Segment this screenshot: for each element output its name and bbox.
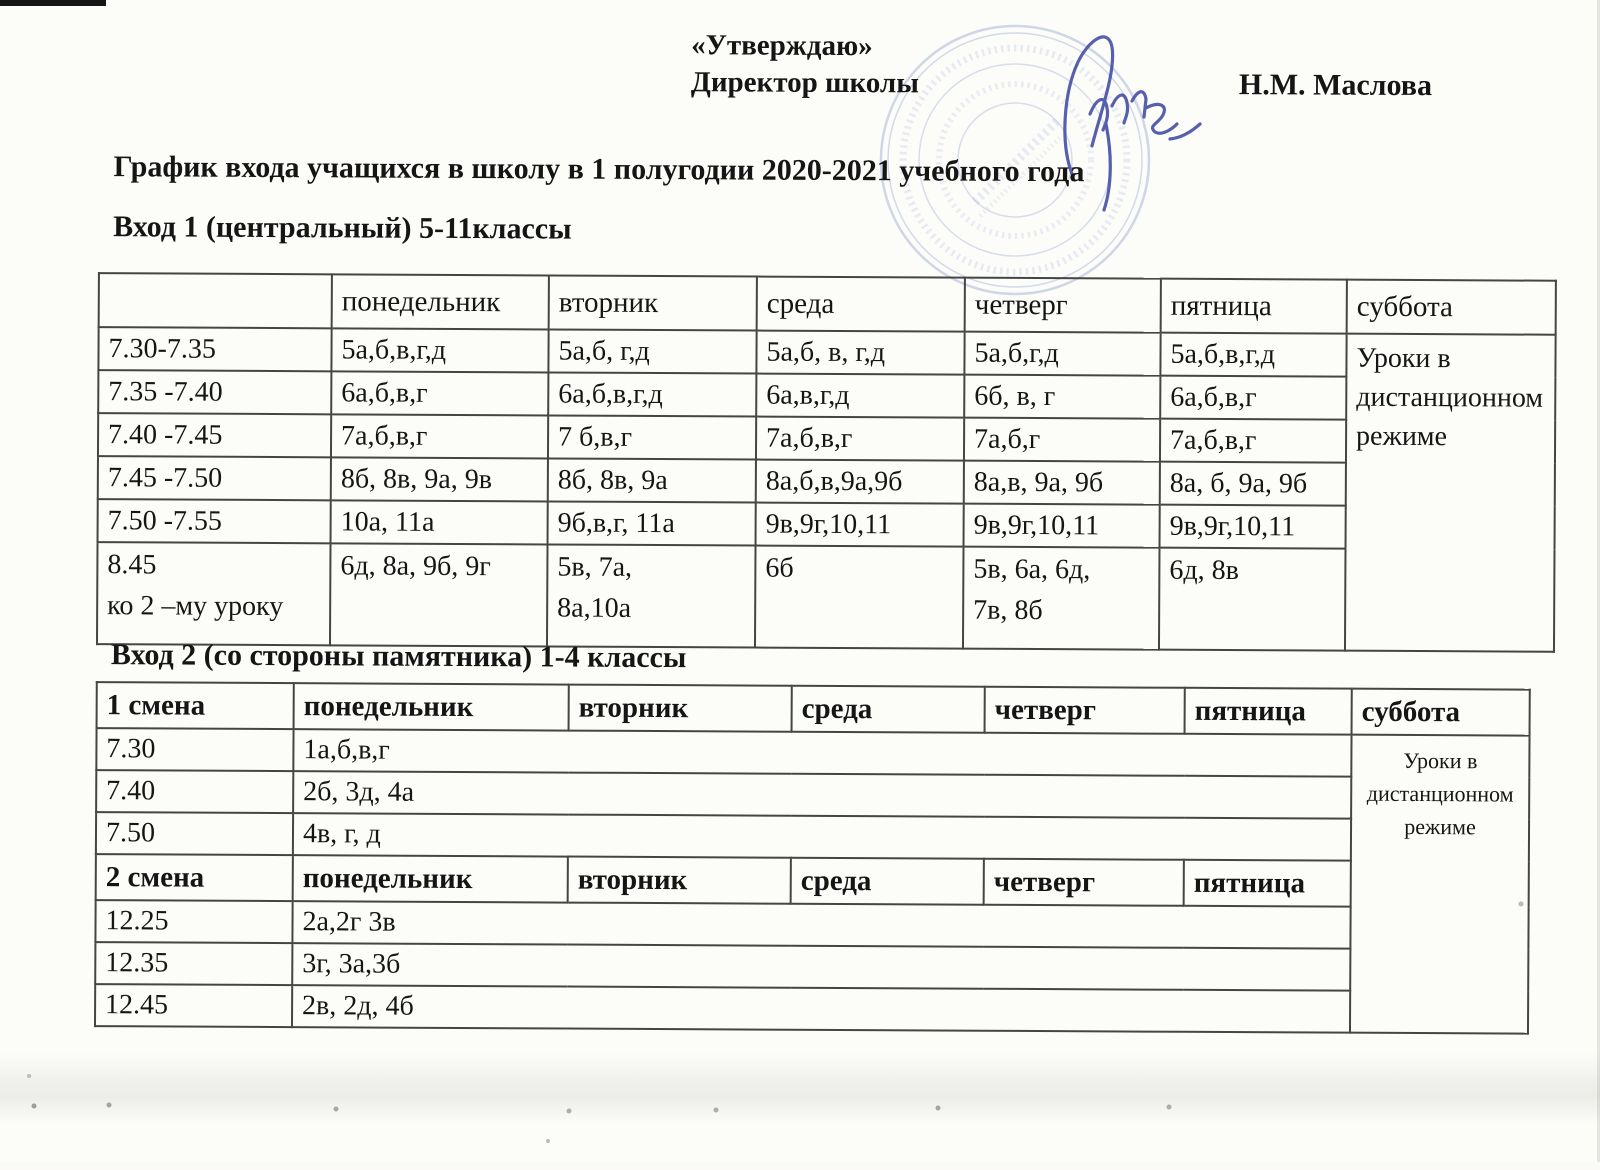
- document-title: График входа учащихся в школу в 1 полугодии 2020-2021 учебного года: [113, 150, 1085, 189]
- saturday-remote-note: Уроки в дистанционном режиме: [1345, 334, 1556, 652]
- classes-cell: 6а,б,в,г: [1160, 376, 1346, 420]
- table-row: [96, 770, 1529, 820]
- time-cell: 7.30: [96, 728, 293, 771]
- time-cell: 7.50: [96, 812, 293, 855]
- entrance2-schedule-table: [94, 681, 1531, 1035]
- shift1-label: 1 смена: [97, 682, 294, 729]
- entrance1-schedule-table: [96, 272, 1557, 653]
- scan-artifact-bottom-band: [0, 1052, 1600, 1124]
- classes-cell: 6б, в, г: [964, 375, 1160, 419]
- classes-cell: 8б, 8в, 9а, 9в: [331, 457, 548, 501]
- table-row: [98, 370, 1555, 421]
- classes-cell: 5а,б,в,г,д: [331, 328, 548, 372]
- table-row: [95, 984, 1528, 1034]
- approval-block: [691, 27, 919, 102]
- table-row: [95, 942, 1528, 992]
- classes-cell: 4в, г, д: [293, 813, 1351, 861]
- classes-cell: 7а,б,г: [964, 418, 1160, 462]
- table-row: [96, 812, 1529, 862]
- classes-cell: 2а,2г 3в: [292, 901, 1350, 949]
- col-header-tuesday: вторник: [568, 857, 791, 904]
- time-cell: 7.30-7.35: [98, 327, 331, 371]
- col-header-wednesday: среда: [757, 277, 965, 332]
- col-header-friday: пятница: [1184, 860, 1351, 907]
- table-row: [98, 327, 1555, 378]
- classes-cell: 2б, 3д, 4а: [293, 771, 1351, 819]
- time-cell: 7.50 -7.55: [98, 499, 331, 543]
- classes-cell: 8а,в, 9а, 9б: [964, 461, 1160, 505]
- classes-cell: 8а,б,в,9а,9б: [756, 460, 964, 504]
- col-header-monday: понедельник: [293, 855, 568, 902]
- classes-cell: 1а,б,в,г: [293, 729, 1351, 777]
- classes-cell: 6а,в,г,д: [756, 374, 964, 418]
- classes-cell: 10а, 11а: [331, 500, 548, 544]
- classes-cell: 5а,б,в,г,д: [1160, 333, 1346, 377]
- col-header-wednesday: среда: [792, 686, 985, 733]
- time-cell: 12.35: [95, 942, 292, 985]
- time-cell: 7.40 -7.45: [98, 413, 331, 457]
- classes-cell: 9б,в,г, 11а: [548, 501, 756, 545]
- table-row: [98, 499, 1555, 550]
- classes-cell: 6а,б,в,г: [331, 371, 548, 415]
- table-row: [98, 456, 1555, 507]
- col-header-saturday: суббота: [1347, 280, 1556, 335]
- entrance1-heading: Вход 1 (центральный) 5-11классы: [113, 210, 572, 246]
- classes-cell: 3г, 3а,3б: [292, 943, 1350, 991]
- classes-cell: 9в,9г,10,11: [964, 504, 1160, 548]
- classes-cell: 7а,б,в,г: [756, 417, 964, 461]
- col-header-wednesday: среда: [791, 858, 984, 905]
- classes-cell: 6а,б,в,г,д: [548, 372, 756, 416]
- classes-cell: 6д, 8в: [1159, 548, 1346, 651]
- director-name: Н.М. Маслова: [1238, 68, 1433, 103]
- col-header-thursday: четверг: [984, 859, 1184, 906]
- shift2-header-row: [96, 854, 1529, 908]
- col-header-tuesday: вторник: [569, 685, 792, 732]
- classes-cell: 5в, 6а, 6д, 7в, 8б: [963, 547, 1160, 650]
- col-header-monday: понедельник: [294, 683, 569, 730]
- col-header-thursday: четверг: [965, 278, 1161, 333]
- table-row: [96, 728, 1529, 778]
- classes-cell: 5а,б,г,д: [964, 332, 1160, 376]
- classes-cell: 7а,б,в,г: [1160, 419, 1346, 463]
- col-header-saturday: суббота: [1352, 689, 1530, 736]
- approval-role: Директор школы: [690, 66, 919, 100]
- classes-cell: 7 б,в,г: [548, 415, 756, 459]
- time-cell: 8.45 ко 2 –му уроку: [97, 542, 331, 645]
- classes-cell: 9в,9г,10,11: [1160, 505, 1346, 549]
- classes-cell: 7а,б,в,г: [331, 414, 548, 458]
- time-cell: 7.35 -7.40: [98, 370, 331, 414]
- corner-cell: [99, 273, 332, 328]
- col-header-monday: понедельник: [332, 274, 549, 329]
- col-header-friday: пятница: [1161, 279, 1347, 334]
- time-cell: 7.45 -7.50: [98, 456, 331, 500]
- time-cell: 12.45: [95, 984, 292, 1027]
- shift2-label: 2 смена: [96, 854, 293, 901]
- classes-cell: 9в,9г,10,11: [756, 503, 964, 547]
- table-row: [95, 900, 1528, 950]
- col-header-thursday: четверг: [985, 687, 1185, 734]
- approval-quote: «Утверждаю»: [691, 29, 873, 63]
- entrance1-header-row: [99, 273, 1556, 335]
- time-cell: 7.40: [96, 770, 293, 813]
- classes-cell: 8б, 8в, 9а: [548, 458, 756, 502]
- classes-cell: 6д, 8а, 9б, 9г: [330, 543, 548, 646]
- classes-cell: 8а, б, 9а, 9б: [1160, 462, 1346, 506]
- entrance2-heading: Вход 2 (со стороны памятника) 1-4 классы: [110, 638, 687, 675]
- saturday-remote-note: Уроки в дистанционном режиме: [1350, 735, 1530, 1034]
- classes-cell: 6б: [755, 546, 964, 649]
- table-row: [98, 413, 1555, 464]
- col-header-friday: пятница: [1185, 688, 1352, 735]
- col-header-tuesday: вторник: [549, 275, 757, 330]
- classes-cell: 2в, 2д, 4б: [292, 985, 1350, 1033]
- time-cell: 12.25: [95, 900, 292, 943]
- classes-cell: 5а,б, в, г,д: [756, 331, 964, 375]
- table-row: [97, 542, 1555, 652]
- classes-cell: 5в, 7а, 8а,10а: [547, 544, 756, 647]
- classes-cell: 5а,б, г,д: [548, 329, 756, 373]
- shift1-header-row: [97, 682, 1530, 736]
